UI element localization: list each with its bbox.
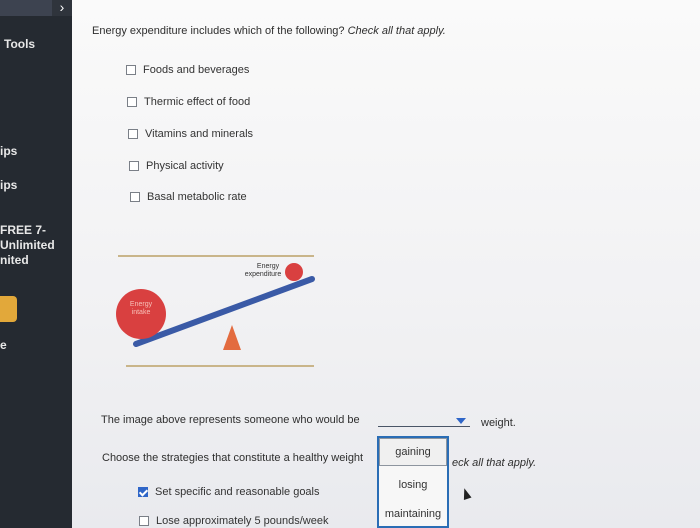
intake-label-line1: Energy	[129, 301, 153, 308]
option-physical-activity[interactable]	[129, 160, 224, 172]
option-label: Thermic effect of food	[144, 96, 251, 108]
menu-item-gaining[interactable]: gaining	[379, 438, 447, 466]
sidebar-promo-line2: Unlimited	[0, 238, 55, 252]
option-label: Basal metabolic rate	[147, 191, 247, 203]
question-2-suffix: weight.	[481, 417, 516, 429]
question-1-instruction: Check all that apply.	[347, 25, 446, 37]
checkbox[interactable]	[127, 97, 137, 107]
sidebar	[0, 0, 72, 528]
sidebar-tools[interactable]	[4, 37, 35, 51]
option-vitamins-minerals[interactable]	[128, 128, 253, 140]
question-2-prompt: The image above represents someone who would be	[101, 414, 360, 426]
option-label: Physical activity	[146, 160, 224, 172]
checkbox[interactable]	[128, 129, 138, 139]
checkbox[interactable]	[126, 65, 136, 75]
checkbox[interactable]	[129, 161, 139, 171]
weight-dropdown[interactable]	[378, 426, 470, 427]
checkbox-checked[interactable]	[138, 487, 148, 497]
sidebar-promo-line1: FREE 7-	[0, 223, 47, 237]
chevron-right-icon[interactable]: ›	[52, 0, 72, 16]
sidebar-promo-line3: nited	[0, 253, 29, 267]
expenditure-label-line2: expenditure	[244, 271, 282, 278]
question-1-prompt-text: Energy expenditure includes which of the following?	[92, 25, 345, 37]
energy-expenditure-ball	[285, 263, 303, 281]
weight-dropdown-menu[interactable]	[377, 436, 449, 528]
expenditure-label-line1: Energy	[256, 263, 280, 270]
option-foods-and-beverages[interactable]	[126, 64, 249, 76]
fulcrum-triangle	[223, 325, 241, 350]
option-label: Vitamins and minerals	[145, 128, 254, 140]
question-3-instruction	[452, 457, 536, 469]
option-set-goals[interactable]	[138, 486, 320, 498]
checkbox[interactable]	[130, 192, 140, 202]
intake-label-line2: intake	[131, 309, 151, 316]
menu-item-maintaining[interactable]: maintaining	[384, 508, 442, 520]
option-lose-5-pounds[interactable]	[139, 515, 328, 527]
sidebar-extra: e	[0, 338, 7, 352]
sidebar-tools-label: Tools	[4, 37, 36, 51]
chevron-down-icon[interactable]	[456, 418, 466, 424]
question-1-prompt	[92, 25, 446, 37]
sidebar-tips-1[interactable]: ips	[0, 144, 18, 158]
option-basal-metabolic-rate[interactable]	[130, 191, 247, 203]
option-label: Set specific and reasonable goals	[155, 486, 320, 498]
menu-item-losing[interactable]: losing	[398, 479, 428, 491]
option-label: Lose approximately 5 pounds/week	[156, 515, 329, 527]
sidebar-top-bar	[0, 0, 52, 16]
sidebar-tips-2[interactable]: ips	[0, 178, 18, 192]
energy-balance-diagram	[116, 252, 316, 370]
question-3-prompt: Choose the strategies that constitute a healthy weight	[102, 452, 364, 464]
option-label: Foods and beverages	[143, 64, 250, 76]
option-thermic-effect[interactable]	[127, 96, 250, 108]
checkbox[interactable]	[139, 516, 149, 526]
question-3-instruction-text: eck all that apply.	[452, 457, 537, 469]
sidebar-promo-button[interactable]	[0, 296, 17, 322]
